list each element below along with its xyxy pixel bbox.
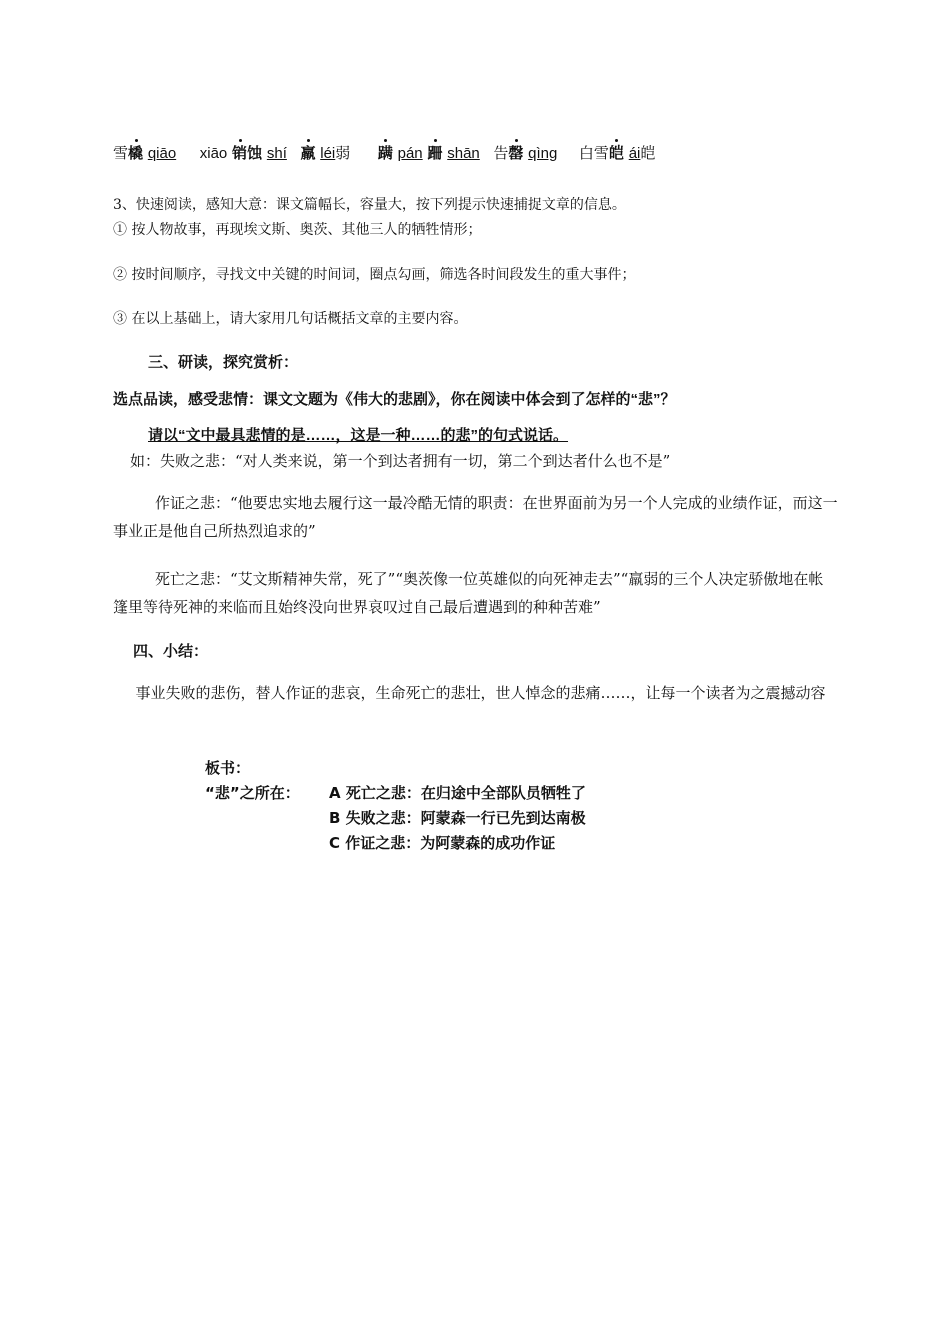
- step3-item-num: ①: [113, 222, 127, 238]
- step3-item-text: 按人物故事，再现埃文斯、奥茨、其他三人的牺牲情形；: [131, 222, 482, 238]
- step3-item-text: 在以上基础上，请大家用几句话概括文章的主要内容。: [131, 311, 468, 327]
- board-label: “悲”之所在：: [205, 784, 300, 802]
- section4-summary: 事业失败的悲伤，替人作证的悲哀，生命死亡的悲壮，世人悼念的悲痛……，让每一个读者为之震撼动容: [135, 684, 826, 702]
- vocab-word-1: 雪橇 qiāo: [113, 144, 177, 162]
- board-item-a: A 死亡之悲：在归途中全部队员牺牲了: [329, 784, 586, 802]
- section3-heading: 三、研读，探究赏析：: [148, 354, 299, 371]
- board-title: 板书：: [205, 759, 251, 777]
- vocab-word-4: 蹒 pán 跚 shān: [377, 144, 480, 162]
- step3-intro: 3、快速阅读，感知大意：课文篇幅长，容量大，按下列提示快速捕捉文章的信息。: [113, 197, 626, 213]
- step3-item-num: ③: [113, 311, 127, 327]
- step3-item-text: 按时间顺序，寻找文中关键的时间词，圈点勾画，筛选各时间段发生的重大事件；: [131, 267, 636, 283]
- vocab-word-3: 羸 léi弱: [300, 144, 351, 162]
- vocab-word-6: 白雪皑 ái皑: [578, 144, 656, 162]
- board-item-b: B 失败之悲：阿蒙森一行已先到达南极: [329, 809, 586, 827]
- section3-example: 如：失败之悲：“对人类来说，第一个到达者拥有一切，第二个到达者什么也不是”: [130, 452, 671, 470]
- vocab-word-5: 告罄 qìng: [493, 144, 558, 162]
- section3-proof-paragraph: 作证之悲：“他要忠实地去履行这一最冷酷无情的职责：在世界面前为另一个人完成的业绩作证，而这一事业正是他自己所热烈追求的”: [113, 494, 838, 540]
- section3-instruction: 请以“文中最具悲情的是……，这是一种……的悲”的句式说话。: [148, 427, 569, 444]
- vocab-line: [113, 142, 655, 163]
- step3-item-num: ②: [113, 267, 127, 283]
- section3-prompt: 选点品读，感受悲情：课文文题为《伟大的悲剧》，你在阅读中体会到了怎样的“悲”？: [113, 391, 676, 408]
- vocab-word-2: xiāo 销蚀 shí: [199, 144, 287, 162]
- section3-death-paragraph: 死亡之悲：“艾文斯精神失常，死了”“奥茨像一位英雄似的向死神走去”“羸弱的三个人决定骄傲地在帐篷里等待死神的来临而且始终没向世界哀叹过自己最后遭遇到的种种苦难”: [113, 570, 824, 616]
- board-item-c: C 作证之悲：为阿蒙森的成功作证: [329, 834, 556, 852]
- step3-item-1: [113, 219, 481, 239]
- step3-item-2: [113, 264, 635, 284]
- step3-item-3: [113, 308, 467, 328]
- section4-heading: 四、小结：: [133, 643, 209, 660]
